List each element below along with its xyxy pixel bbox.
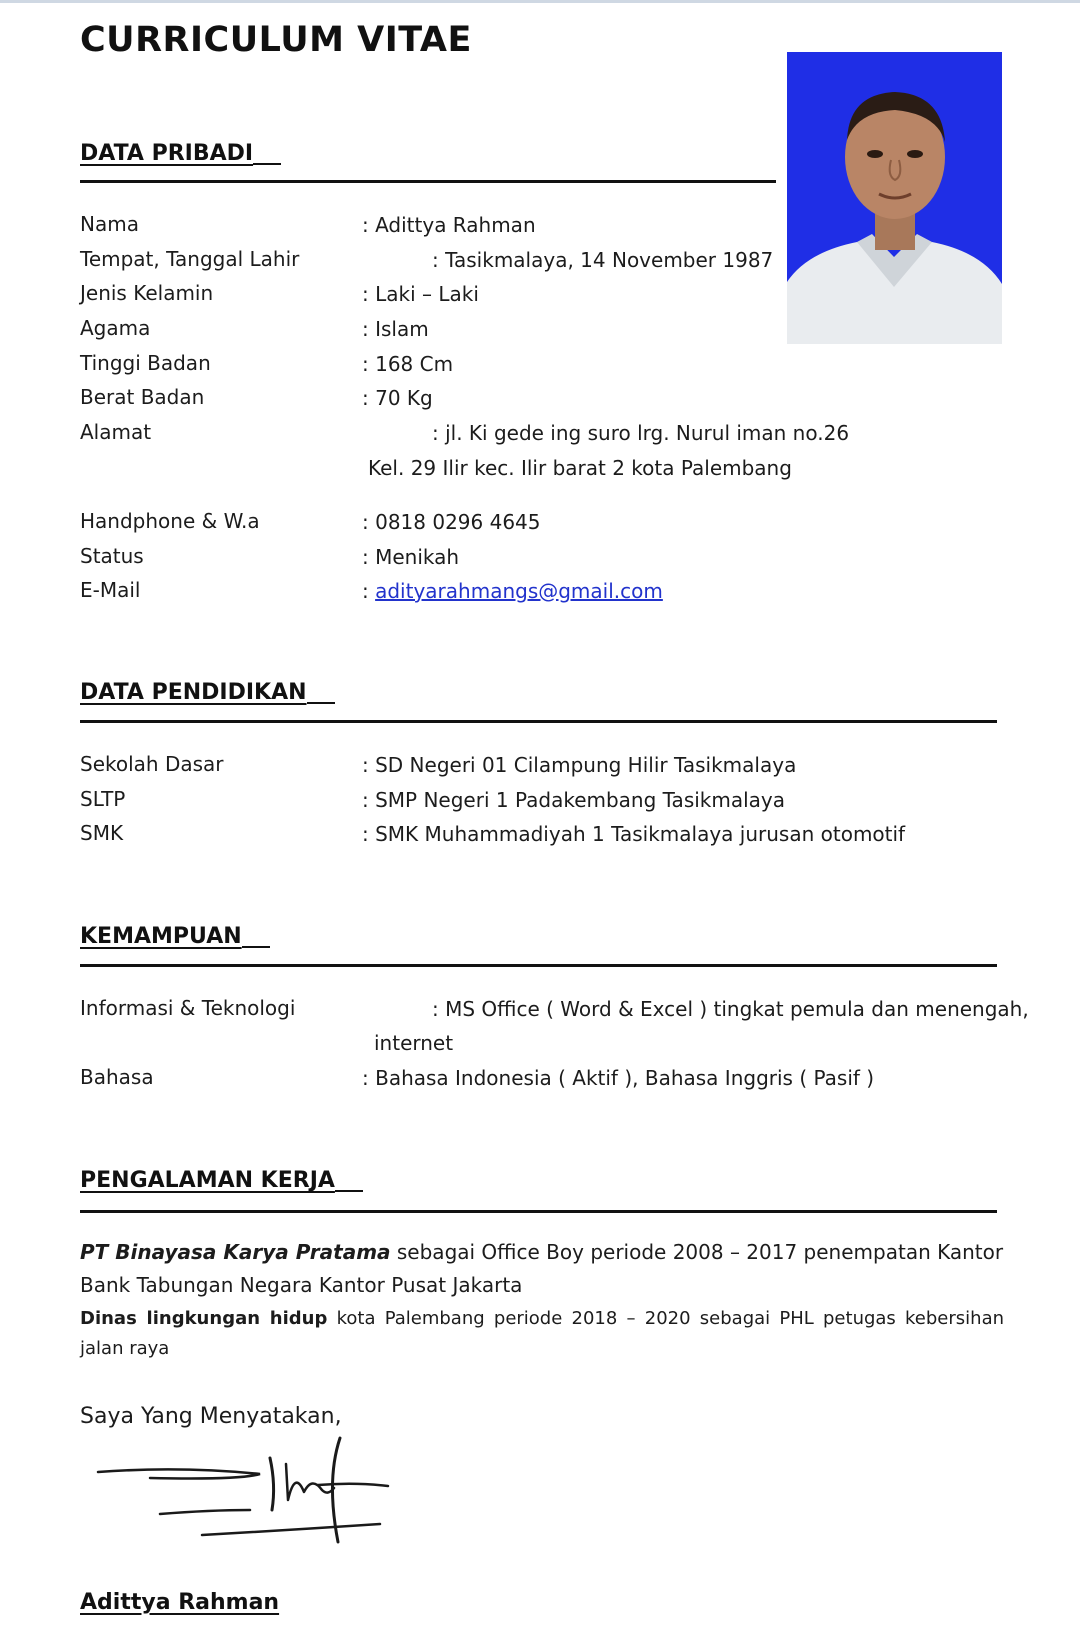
field-label-junior-high: SLTP xyxy=(80,787,126,811)
field-value-it: : MS Office ( Word & Excel ) tingkat pemula dan menengah, xyxy=(432,997,1029,1021)
field-label-phone: Handphone & W.a xyxy=(80,509,260,533)
experience-item xyxy=(80,1304,1004,1364)
field-value-height: : 168 Cm xyxy=(362,352,454,376)
field-value-it-line2: internet xyxy=(374,1031,454,1055)
email-link[interactable]: adityarahmangs@gmail.com xyxy=(375,579,663,603)
field-value-vocational: : SMK Muhammadiyah 1 Tasikmalaya jurusan otomotif xyxy=(362,822,906,846)
field-value-address: : jl. Ki gede ing suro lrg. Nurul iman no.26 xyxy=(432,421,850,445)
field-label-vocational: SMK xyxy=(80,821,124,845)
field-label-height: Tinggi Badan xyxy=(80,351,211,375)
field-value-birth: : Tasikmalaya, 14 November 1987 xyxy=(432,248,774,272)
field-label-religion: Agama xyxy=(80,316,151,340)
section-divider xyxy=(80,720,997,723)
field-value-gender: : Laki – Laki xyxy=(362,282,479,306)
field-label-email: E-Mail xyxy=(80,578,141,602)
field-label-elementary: Sekolah Dasar xyxy=(80,752,224,776)
section-divider xyxy=(80,1210,997,1213)
section-heading-skills: KEMAMPUAN xyxy=(80,924,270,949)
field-label-it: Informasi & Teknologi xyxy=(80,996,296,1020)
field-value-phone: : 0818 0296 4645 xyxy=(362,510,541,534)
field-value-language: : Bahasa Indonesia ( Aktif ), Bahasa Inggris ( Pasif ) xyxy=(362,1066,875,1090)
section-heading-personal: DATA PRIBADI xyxy=(80,141,281,166)
field-label-birth: Tempat, Tanggal Lahir xyxy=(80,247,300,271)
person-portrait-icon xyxy=(787,52,1002,344)
experience-description: sebagai Office Boy periode 2008 – 2017 penempatan Kantor Bank Tabungan Negara Kantor Pusat Jakarta xyxy=(80,1240,1004,1297)
field-label-name: Nama xyxy=(80,212,139,236)
section-divider xyxy=(80,964,997,967)
field-value-address-line2: Kel. 29 Ilir kec. Ilir barat 2 kota Palembang xyxy=(368,456,792,480)
section-heading-experience: PENGALAMAN KERJA xyxy=(80,1168,363,1193)
field-value-elementary: : SD Negeri 01 Cilampung Hilir Tasikmalaya xyxy=(362,753,797,777)
experience-company: Dinas lingkungan hidup xyxy=(80,1308,328,1329)
signatory-name: Adittya Rahman xyxy=(80,1590,280,1615)
field-value-junior-high: : SMP Negeri 1 Padakembang Tasikmalaya xyxy=(362,788,786,812)
field-label-language: Bahasa xyxy=(80,1065,154,1089)
signature-icon xyxy=(90,1430,400,1550)
experience-description: kota Palembang periode 2018 – 2020 sebagai PHL petugas kebersihan jalan raya xyxy=(80,1308,1005,1359)
email-prefix: : xyxy=(362,579,376,603)
experience-item xyxy=(80,1236,1004,1302)
experience-company: PT Binayasa Karya Pratama xyxy=(80,1240,391,1264)
field-label-status: Status xyxy=(80,544,144,568)
field-label-gender: Jenis Kelamin xyxy=(80,281,214,305)
field-value-email xyxy=(362,579,663,603)
field-label-address: Alamat xyxy=(80,420,152,444)
profile-photo xyxy=(787,52,1002,344)
field-label-weight: Berat Badan xyxy=(80,385,205,409)
field-value-weight: : 70 Kg xyxy=(362,386,433,410)
field-value-name: : Adittya Rahman xyxy=(362,213,536,237)
section-divider xyxy=(80,180,776,183)
section-heading-education: DATA PENDIDIKAN xyxy=(80,680,335,705)
document-title: CURRICULUM VITAE xyxy=(80,20,472,60)
closing-statement: Saya Yang Menyatakan, xyxy=(80,1404,342,1429)
field-value-religion: : Islam xyxy=(362,317,429,341)
field-value-status: : Menikah xyxy=(362,545,460,569)
